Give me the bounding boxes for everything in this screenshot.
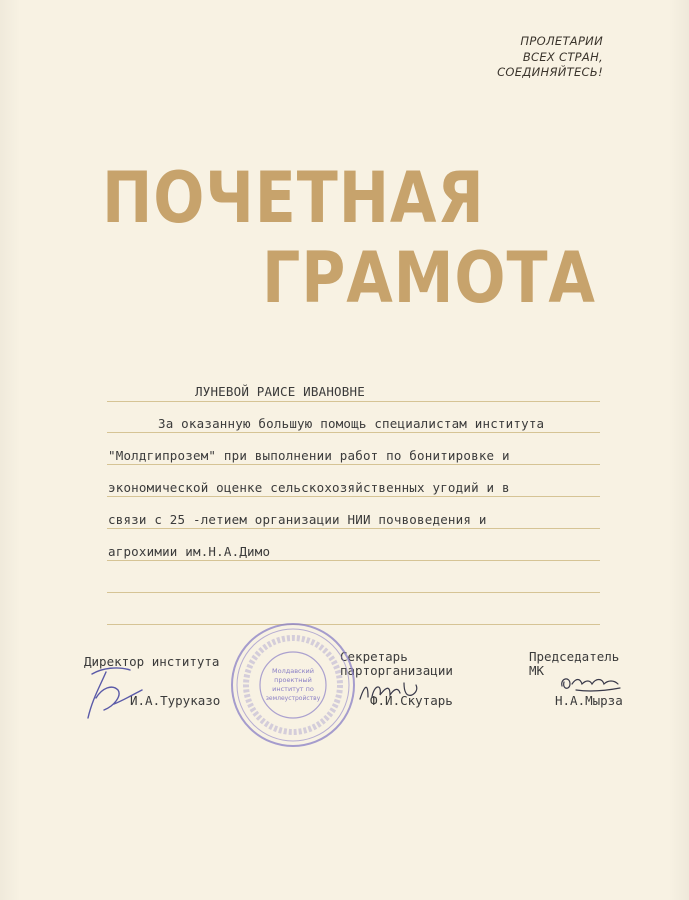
stamp-center-line-2: проектный xyxy=(274,676,312,684)
body-line-5: агрохимии им.Н.А.Димо xyxy=(108,544,271,559)
rule-line-5 xyxy=(107,528,600,529)
motto-line-3: СОЕДИНЯЙТЕСЬ! xyxy=(497,65,603,79)
chair-title-1: Председатель xyxy=(529,649,620,664)
chair-title-2: МК xyxy=(529,663,545,678)
secretary-title-1: Секретарь xyxy=(340,649,408,664)
stamp-center-line-4: землеустройству xyxy=(265,695,321,702)
body-line-3: экономической оценке сельскохозяйственных угодий и в xyxy=(108,480,510,495)
secretary-signature xyxy=(356,675,420,705)
body-line-1: За оказанную большую помощь специалистам института xyxy=(158,416,545,431)
chair-name: Н.А.Мырза xyxy=(555,693,623,708)
seal-stamp xyxy=(228,620,358,750)
secretary-name: Ф.И.Скутарь xyxy=(370,693,453,708)
director-signature xyxy=(78,660,148,726)
stamp-center-line-1: Молдавский xyxy=(272,667,314,675)
body-line-4: связи с 25 -летием организации НИИ почвоведения и xyxy=(108,512,487,527)
motto-line-1: ПРОЛЕТАРИИ xyxy=(520,34,603,48)
body-line-2: "Молдгипрозем" при выполнении работ по бонитировке и xyxy=(108,448,510,463)
director-name: И.А.Туруказо xyxy=(130,693,221,708)
director-title: Директор института xyxy=(84,654,220,669)
recipient-name: ЛУНЕВОЙ РАИСЕ ИВАНОВНЕ xyxy=(195,384,365,399)
rule-line-6 xyxy=(107,560,600,561)
rule-line-4 xyxy=(107,496,600,497)
motto-line-2: ВСЕХ СТРАН, xyxy=(522,49,603,64)
rule-line-1 xyxy=(107,401,600,402)
stamp-center-line-3: институт по xyxy=(272,685,314,693)
rule-line-7 xyxy=(107,592,600,593)
motto xyxy=(497,34,603,81)
rule-line-3 xyxy=(107,464,600,465)
chair-signature xyxy=(556,670,626,696)
secretary-title-2: парторганизации xyxy=(340,663,453,678)
title-line-1: ПОЧЕТНАЯ xyxy=(102,157,485,239)
title-line-2: ГРАМОТА xyxy=(262,237,596,319)
rule-line-2 xyxy=(107,432,600,433)
